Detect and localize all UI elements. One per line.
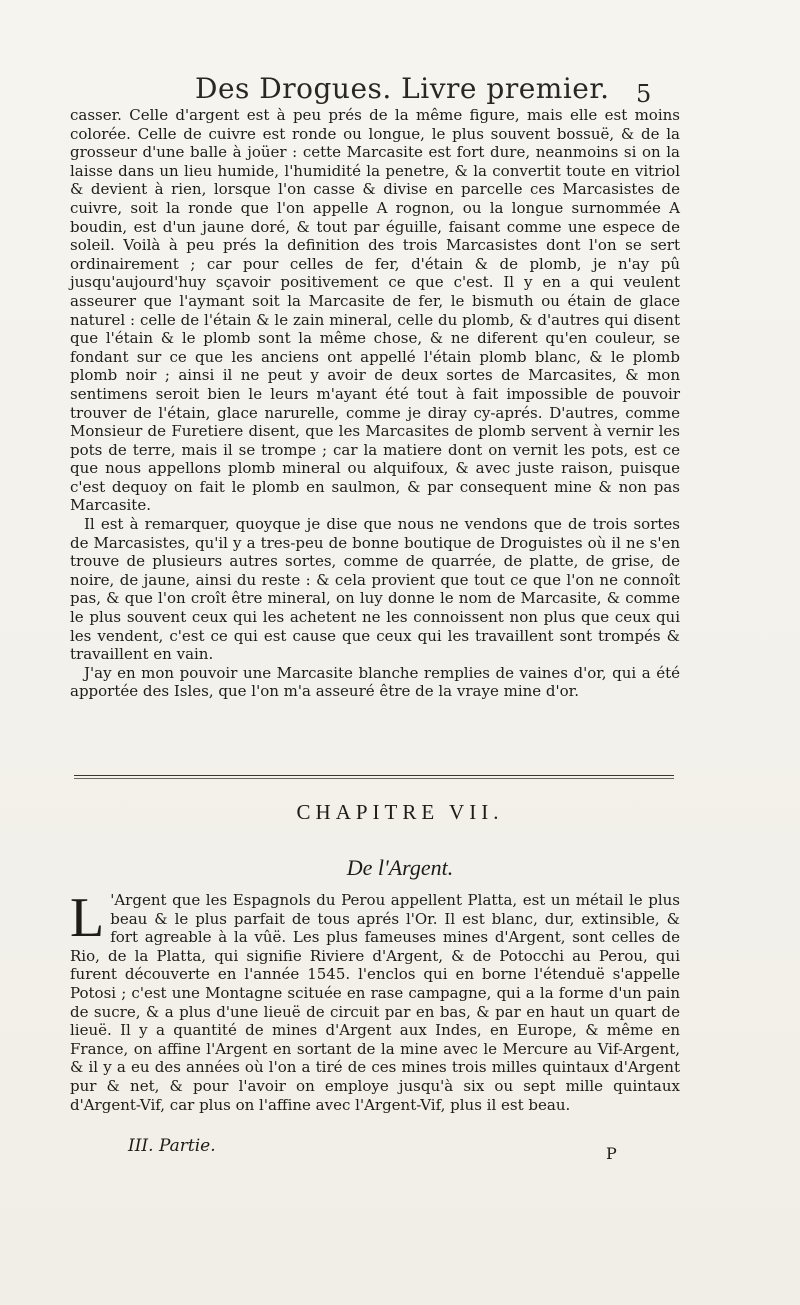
signature-mark: P [606, 1144, 617, 1163]
drop-cap: L [70, 887, 105, 949]
section-rule-thin [74, 778, 674, 779]
paragraph-argent-text: 'Argent que les Espagnols du Perou appellent Platta, est un métail le plus beau & le plus parfait de tous aprés l'Or. Il est blanc, dur, extinsible, & fort agreable à la vûë. Les plus fameuses mines d'Argent, sont celles de Rio, de la Platta, qui signifie Riviere d'Argent, & de Potocchi au Perou, qui furent découverte en l'année 1545. l'enclos qui en borne l'étenduë s'appelle Potosi ; c'est une Montagne scituée en rase campagne, qui a la forme d'un pain de sucre, & a plus d'une lieuë de circuit par en bas, & par en haut un quart de lieuë. Il y a quantité de mines d'Argent aux Indes, en Europe, & même en France, on affine l'Argent en sortant de la mine avec le Mercure au Vif-Argent, & il y a eu des années où l'on a tiré de ces mines trois milles quintaux d'Argent pur & net, & pour l'avoir on employe jusqu'à six ou sept mille quintaux d'Argent-Vif, car plus on l'affine avec l'Argent-Vif, plus il est beau. [70, 891, 680, 1114]
running-head: Des Drogues. Livre premier. [195, 72, 610, 105]
chapter-heading: CHAPITRE VII. [296, 800, 504, 824]
page-number: 5 [636, 80, 652, 108]
part-label: III. Partie. [128, 1136, 216, 1156]
body-text-top [70, 106, 680, 701]
paragraph-argent [70, 887, 680, 1114]
section-rule [74, 775, 674, 776]
paragraph-remark: Il est à remarquer, quoyque je dise que nous ne vendons que de trois sortes de Marcasistes, qu'il y a tres-peu de bonne boutique de Droguistes où il ne s'en trouve de plusieurs autres sortes, comme de quarrée, de platte, de grise, de noire, de jaune, ainsi du reste : & cela provient que tout ce que l'on ne connoît pas, & que l'on croît être mineral, on luy donne le nom de Marcasite, & comme le plus souvent ceux qui les achetent ne les connoissent non plus que ceux qui les vendent, c'est ce qui est cause que ceux qui les travaillent sont trompés & travaillent en vain. [70, 515, 680, 664]
paragraph-gold-marcasite: J'ay en mon pouvoir une Marcasite blanche remplies de vaines d'or, qui a été apportée des Isles, que l'on m'a asseuré être de la vraye mine d'or. [70, 663, 680, 701]
chapter-body [70, 887, 680, 1114]
chapter-title: De l'Argent. [346, 855, 454, 880]
paragraph-marcasite-types: casser. Celle d'argent est à peu prés de la même figure, mais elle est moins colorée. Celle de cuivre est ronde ou longue, le plus souvent bossuë, & de la grosseur d'une balle à joüer : cette Marcasite est fort dure, neanmoins si on la laisse dans un lieu humide, l'humidité la penetre, & la convertit toute en vitriol & devient à rien, lorsque l'on casse & divise en parcelle ces Marcasistes de cuivre, soit la ronde que l'on appelle A rognon, ou la longue surnommée A boudin, est d'un jaune doré, & tout par éguille, faisant comme une espece de soleil. Voilà à peu prés la definition des trois Marcasistes dont l'on se sert ordinairement ; car pour celles de fer, d'étain & de plomb, je n'ay pû jusqu'aujourd'huy sçavoir positivement ce que c'est. Il y en a qui veulent asseurer que l'aymant soit la Marcasite de fer, le bismuth ou étain de glace naturel : celle de l'étain & le zain mineral, celle du plomb, & d'autres qui disent que l'étain & le plomb sont la même chose, & ne diferent qu'en couleur, se fondant sur ce que les anciens ont appellé l'étain plomb blanc, & le plomb plomb noir ; ainsi il ne peut y avoir de deux sortes de Marcasites, & mon sentimens seroit bien le leurs m'ayant été tout à fait impossible de pouvoir trouver de l'étain, glace narurelle, comme je diray cy-aprés. D'autres, comme Monsieur de Furetiere disent, que les Marcasites de plomb servent à vernir les pots de terre, mais il se trompe ; car la matiere dont on vernit les pots, est ce que nous appellons plomb mineral ou alquifoux, & avec juste raison, puisque c'est dequoy on fait le plomb en saulmon, & par consequent mine & non pas Marcasite. [70, 106, 680, 515]
